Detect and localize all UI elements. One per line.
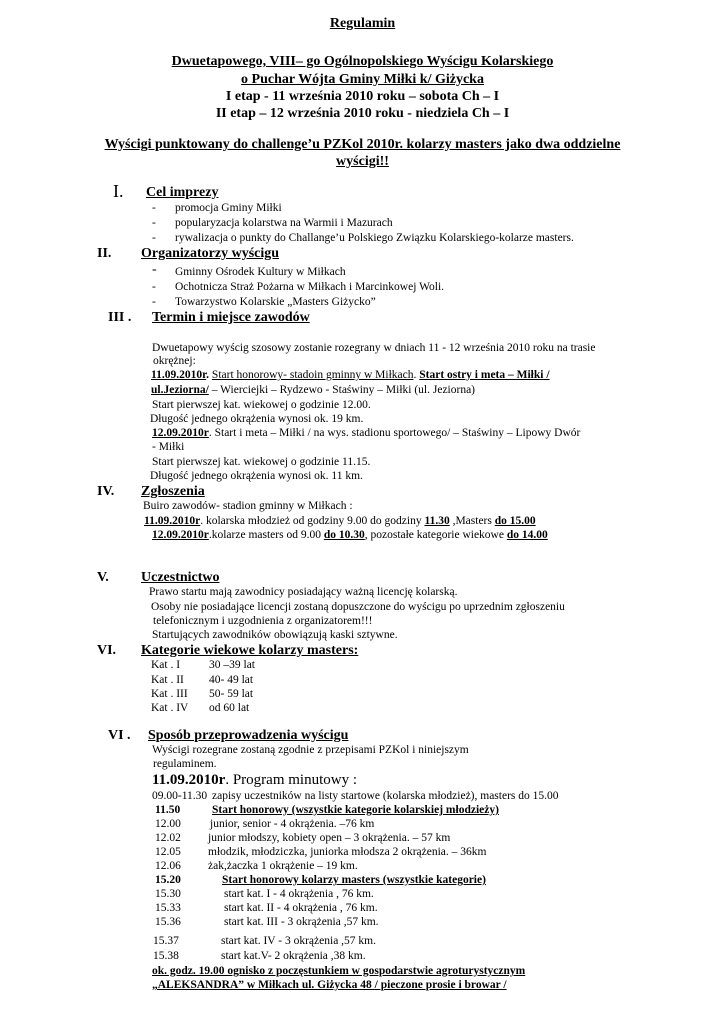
section-6-heading: Kategorie wiekowe kolarzy masters: [141, 643, 359, 658]
program-desc: zapisy uczestników na listy startowe (kolarska młodzież), masters do 15.00 [212, 790, 559, 802]
section-5-heading: Uczestnictwo [141, 570, 220, 585]
program-time: 12.05 [155, 846, 181, 858]
registration-day2: 12.09.2010r.kolarze masters od 9.00 do 10.30, pozostałe kategorie wiekowe do 14.00 [152, 529, 548, 541]
paragraph-line: Wyścigi rozegrane zostaną zgodnie z przepisami PZKol i niniejszym [152, 744, 469, 756]
program-desc: start kat. III - 3 okrążenia ,57 km. [224, 916, 379, 928]
stage1-route-line2: ul.Jeziorna/ – Wierciejki – Rydzewo - Staświny – Miłki (ul. Jeziorna) [151, 384, 476, 396]
bullet-dash: - [152, 217, 156, 229]
program-time: 12.06 [155, 860, 181, 872]
list-item: Gminny Ośrodek Kultury w Miłkach [175, 266, 346, 278]
program-time: 15.20 [155, 874, 181, 886]
stage1-lap-length: Długość jednego okrążenia wynosi ok. 19 km. [150, 413, 364, 425]
section-3-number: III . [108, 310, 132, 325]
section-6-number: VI. [97, 643, 117, 658]
bullet-dash: - [152, 296, 156, 308]
program-time: 12.00 [155, 818, 181, 830]
section-4-number: IV. [97, 484, 115, 499]
program-time: 15.30 [155, 888, 181, 900]
bullet-dash: - [152, 262, 157, 277]
paragraph-line: Prawo startu mają zawodnicy posiadający ważną licencję kolarską. [149, 586, 458, 598]
program-desc: start kat. I - 4 okrążenia , 76 km. [224, 888, 374, 900]
race-office: Buiro zawodów- stadion gminny w Miłkach : [143, 500, 353, 512]
stage2-route-line2: - Miłki [152, 441, 185, 453]
section-1-heading: Cel imprezy [146, 185, 219, 200]
stage2-route-line1: 12.09.2010r. Start i meta – Miłki / na wys. stadionu sportowego/ – Staświny – Lipowy Dwór [152, 427, 581, 439]
program-desc: start kat. II - 4 okrążenia , 76 km. [224, 902, 378, 914]
paragraph-line: Osoby nie posiadające licencji zostaną dopuszczone do wyścigu po uprzednim zgłoszeniu [151, 601, 565, 613]
program-time: 15.37 [153, 935, 179, 947]
honorary-start: Start honorowy- stadoin gminny w Miłkach [211, 369, 414, 381]
section-7-heading: Sposób przeprowadzenia wyścigu [148, 728, 349, 743]
program-time: 15.38 [153, 950, 179, 962]
stage2-lap-length: Długość jednego okrążenia wynosi ok. 11 km. [150, 470, 363, 482]
program-desc: junior, senior - 4 okrążenia. –76 km [210, 818, 375, 830]
list-item: popularyzacja kolarstwa na Warmii i Mazurach [175, 217, 393, 229]
evening-event-line1: ok. godz. 19.00 ognisko z poczęstunkiem w gospodarstwie agroturystycznym [152, 965, 526, 977]
race-title-line1: Dwuetapowego, VIII– go Ogólnopolskiego Wyścigu Kolarskiego [171, 54, 554, 69]
list-item: promocja Gminy Miłki [175, 202, 282, 214]
category-label: Kat . IV [151, 702, 189, 714]
program-time: 09.00-11.30 [152, 790, 208, 802]
section-2-number: II. [97, 246, 112, 261]
program-desc: junior młodszy, kobiety open – 3 okrążenia. – 57 km [208, 832, 451, 844]
doc-title: Regulamin [329, 16, 396, 31]
bullet-dash: - [152, 232, 156, 244]
category-range: od 60 lat [209, 702, 250, 714]
sharp-start: Start ostry i meta – Miłki / [419, 369, 550, 381]
category-range: 40- 49 lat [209, 674, 254, 686]
section-1-number: I. [113, 181, 124, 201]
category-range: 50- 59 lat [209, 688, 254, 700]
section-7-number: VI . [108, 728, 131, 743]
paragraph-line: telefonicznym i uzgodnienia z organizatorem!!! [153, 615, 373, 627]
category-range: 30 –39 lat [209, 659, 255, 671]
program-desc: żak,żaczka 1 okrążenie – 19 km. [208, 860, 358, 872]
registration-day1: 11.09.2010r. kolarska młodzież od godziny 9.00 do godziny 11.30 ,Masters do 15.00 [144, 515, 536, 527]
category-label: Kat . I [151, 659, 181, 671]
category-label: Kat . III [151, 688, 188, 700]
evening-event-line2: „ALEKSANDRA” w Miłkach ul. Giżycka 48 / pieczone prosie i browar / [152, 979, 507, 991]
bullet-dash: - [152, 281, 156, 293]
program-desc: start kat.V- 2 okrążenia ,38 km. [221, 950, 366, 962]
race-title-line2: o Puchar Wójta Gminy Miłki k/ Giżycka [241, 72, 484, 87]
paragraph-line: Dwuetapowy wyścig szosowy zostanie rozegrany w dniach 11 - 12 września 2010 roku na trasie [152, 342, 596, 354]
program-time: 12.02 [155, 832, 181, 844]
program-desc: młodzik, młodziczka, juniorka młodsza 2 okrążenia. – 36km [208, 846, 487, 858]
section-4-heading: Zgłoszenia [141, 484, 205, 499]
list-item: Ochotnicza Straż Pożarna w Miłkach i Marcinkowej Woli. [175, 281, 445, 293]
program-title: 11.09.2010r. Program minutowy : [152, 772, 358, 788]
section-3-heading: Termin i miejsce zawodów [152, 310, 310, 325]
stage1-line: I etap - 11 września 2010 roku – sobota Ch – I [225, 89, 500, 104]
paragraph-line: okrężnej: [153, 355, 196, 367]
stage2-line: II etap – 12 września 2010 roku - niedziela Ch – I [215, 106, 510, 121]
bullet-dash: - [152, 202, 156, 214]
list-item: rywalizacja o punkty do Challange’u Polskiego Związku Kolarskiego-kolarze masters. [175, 232, 574, 244]
program-desc: Start honorowy kolarzy masters (wszystkie kategorie) [222, 874, 486, 886]
program-time: 15.36 [155, 916, 181, 928]
stage1-route-line1: 11.09.2010r. Start honorowy- stadoin gminny w Miłkach. Start ostry i meta – Miłki / [151, 369, 550, 381]
challenge-line2: wyścigi!! [336, 154, 389, 169]
category-label: Kat . II [151, 674, 184, 686]
program-time: 15.33 [155, 902, 181, 914]
section-5-number: V. [97, 570, 109, 585]
section-2-heading: Organizatorzy wyścigu [141, 246, 280, 261]
paragraph-line: regulaminem. [153, 758, 217, 770]
stage2-start-time: Start pierwszej kat. wiekowej o godzinie 11.15. [152, 456, 371, 468]
program-desc: Start honorowy (wszystkie kategorie kolarskiej młodzieży) [212, 804, 499, 816]
program-time: 11.50 [155, 804, 181, 816]
stage1-date: 11.09.2010r [151, 369, 207, 381]
list-item: Towarzystwo Kolarskie „Masters Giżycko” [175, 296, 376, 308]
paragraph-line: Startujących zawodników obowiązują kaski sztywne. [152, 629, 398, 641]
program-desc: start kat. IV - 3 okrążenia ,57 km. [221, 935, 376, 947]
stage2-date: 12.09.2010r [152, 427, 209, 439]
stage1-start-time: Start pierwszej kat. wiekowej o godzinie 12.00. [152, 399, 371, 411]
challenge-line1: Wyścigi punktowany do challenge’u PZKol 2010r. kolarzy masters jako dwa oddzielne [104, 137, 621, 152]
